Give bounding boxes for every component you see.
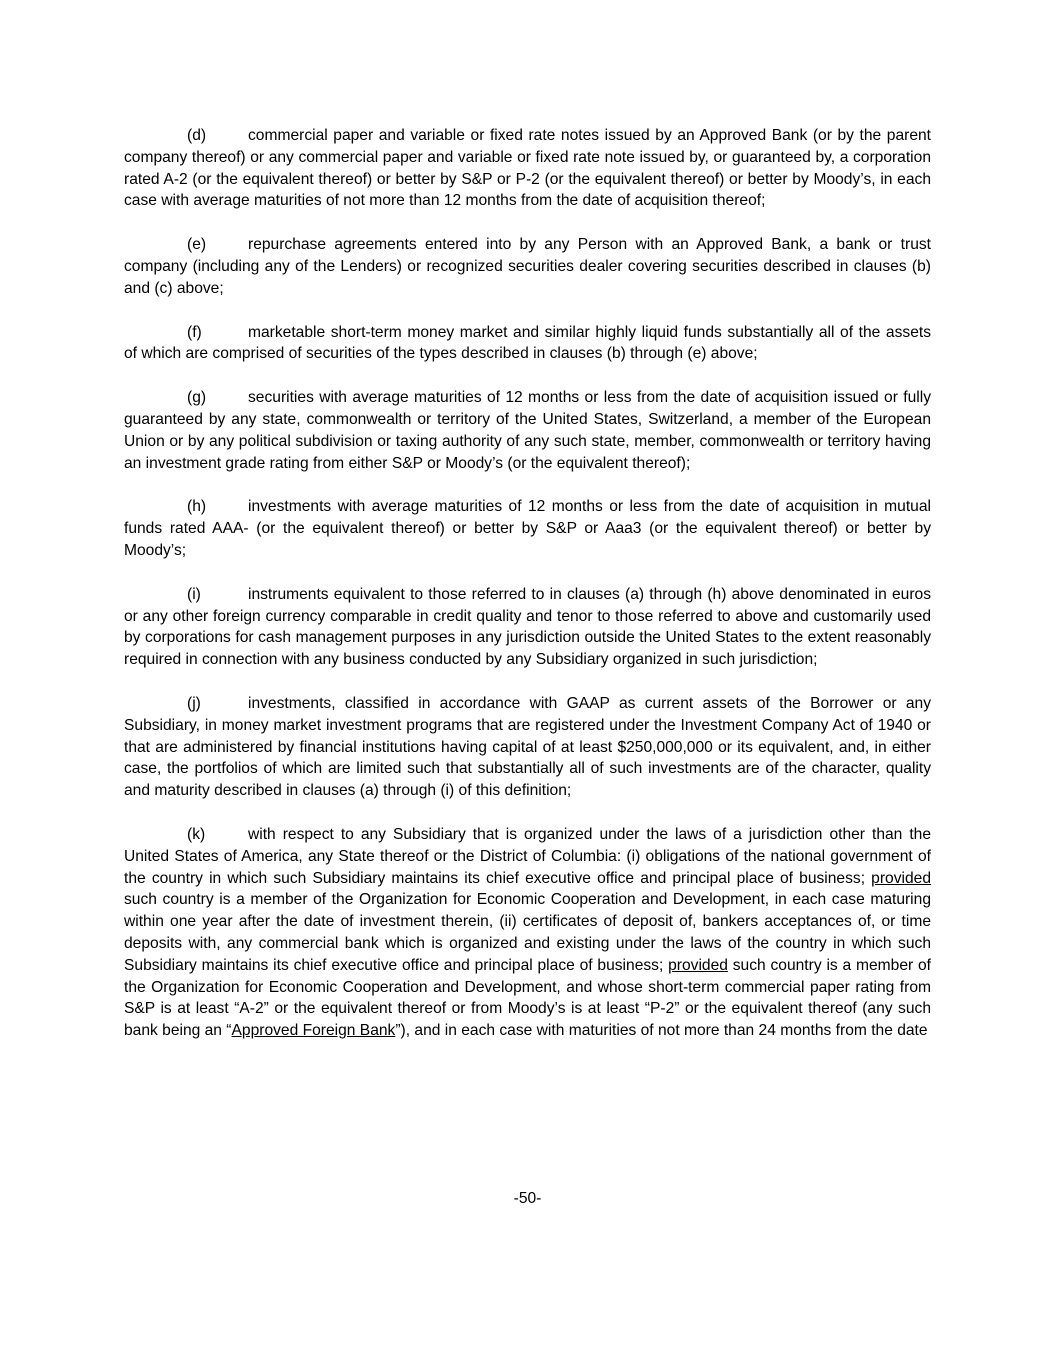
- clause-label: (i): [187, 585, 201, 603]
- clause-text: instruments equivalent to those referred to in clauses (a) through (h) above denominated in euros or any other foreign currency comparable in credit quality and tenor to those referred to above and customarily used by corporations for cash management purposes in any jurisdiction outside the United States to the extent reasonably required in connection with any business conducted by any Subsidiary organized in such jurisdiction;: [124, 585, 931, 669]
- provided-term: provided: [668, 956, 728, 974]
- clause-text: investments with average maturities of 12 months or less from the date of acquisition in mutual funds rated AAA- (or the equivalent thereof) or better by S&P or Aaa3 (or the equivalent thereof) or better by Moody’s;: [124, 498, 931, 559]
- clause-text: investments, classified in accordance with GAAP as current assets of the Borrower or any Subsidiary, in money market investment programs that are registered under the Investment Company Act of 1940 or that are administered by financial institutions having capital of at least $250,000,000 or its equivalent, and, in either case, the portfolios of which are limited such that substantially all of such investments are of the character, quality and maturity described in clauses (a) through (i) of this definition;: [124, 694, 931, 800]
- document-page: [124, 125, 931, 1064]
- clause-text: commercial paper and variable or fixed rate notes issued by an Approved Bank (or by the parent company thereof) or any commercial paper and variable or fixed rate note issued by, or guaranteed by, a corporation rated A-2 (or the equivalent thereof) or better by S&P or P-2 (or the equivalent thereof) or better by Moody’s, in each case with average maturities of not more than 12 months from the date of acquisition thereof;: [124, 127, 931, 210]
- clause-label: (j): [187, 694, 201, 712]
- paragraph-i: [124, 584, 931, 671]
- clause-text: such country is a member of the Organization for Economic Cooperation and Development, and whose short-term commercial paper rating from S&P is at least “A-2” or the equivalent thereof or from Moody’s is at least “P-2” or the equivalent thereof (any such bank being an “: [124, 956, 931, 1040]
- paragraph-j: [124, 693, 931, 802]
- paragraph-e: [124, 234, 931, 299]
- clause-text: repurchase agreements entered into by any Person with an Approved Bank, a bank or trust company (including any of the Lenders) or recognized securities dealer covering securities described in clauses (b) and (c) above;: [124, 236, 931, 297]
- clause-label: (g): [187, 389, 207, 407]
- defined-term-approved-foreign-bank: Approved Foreign Bank: [231, 1022, 396, 1040]
- clause-label: (f): [187, 323, 202, 341]
- page-number: -50-: [513, 1190, 542, 1207]
- clause-label: (d): [187, 127, 207, 144]
- clause-label: (e): [187, 236, 207, 254]
- paragraph-d: [124, 125, 931, 212]
- clause-text: securities with average maturities of 12 months or less from the date of acquisition issued or fully guaranteed by any state, commonwealth or territory of the United States, Switzerland, a member of the European Union or by any political subdivision or taxing authority of any such state, member, commonwealth or territory having an investment grade rating from either S&P or Moody’s (or the equivalent thereof);: [124, 389, 931, 472]
- clause-text: such country is a member of the Organization for Economic Cooperation and Development, in each case maturing within one year after the date of investment therein, (ii) certificates of deposit of, bankers acceptances of, or time deposits with, any commercial bank which is organized and existing under the laws of the country in which such Subsidiary maintains its chief executive office and principal place of business;: [124, 891, 931, 974]
- clause-text: marketable short-term money market and similar highly liquid funds substantially all of the assets of which are comprised of securities of the types described in clauses (b) through (e) above;: [124, 323, 931, 363]
- paragraph-g: [124, 387, 931, 474]
- paragraph-k: [124, 824, 931, 1042]
- clause-text: ”), and in each case with maturities of not more than 24 months from the date: [395, 1022, 928, 1040]
- clause-text: with respect to any Subsidiary that is organized under the laws of a jurisdiction other than the United States of America, any State thereof or the District of Columbia: (i) obligations of the national government of the country in which such Subsidiary maintains its chief executive office and principal place of business;: [124, 825, 931, 887]
- paragraph-h: [124, 496, 931, 561]
- provided-term: provided: [871, 869, 931, 887]
- paragraph-f: [124, 322, 931, 366]
- clause-label: (k): [187, 825, 206, 843]
- clause-label: (h): [187, 498, 207, 516]
